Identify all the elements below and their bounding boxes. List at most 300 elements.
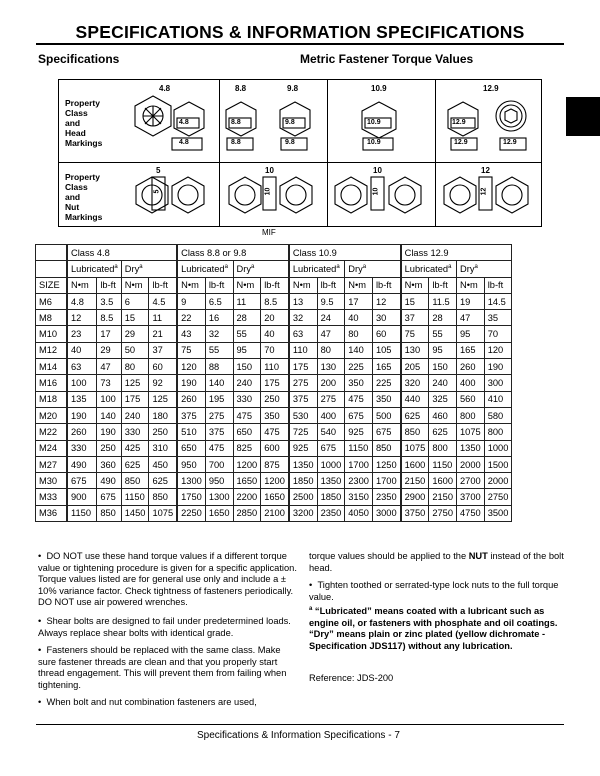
lbft-header: lb-ft [429, 277, 457, 293]
torque-cell: 825 [233, 440, 261, 456]
torque-cell: 140 [205, 375, 233, 391]
torque-cell: 175 [261, 375, 289, 391]
torque-cell: 310 [149, 440, 177, 456]
nm-header: N•m [457, 277, 485, 293]
grade-label: 4.8 [159, 84, 171, 93]
torque-cell: 2000 [457, 456, 485, 472]
torque-cell: 475 [261, 424, 289, 440]
table-row [36, 489, 512, 505]
torque-cell: 3200 [289, 505, 317, 521]
note-replace-fasteners: • Fasteners should be replaced with the same class. Make sure fastener threads are clean and that you properly start thread engagement. This will prevent them from failing when tightening. [38, 645, 287, 690]
torque-cell: 625 [121, 456, 149, 472]
torque-cell: 1075 [457, 424, 485, 440]
torque-cell: 850 [401, 424, 429, 440]
table-row [36, 359, 512, 375]
torque-cell: 275 [205, 407, 233, 423]
nut-icon [444, 177, 476, 213]
torque-cell: 400 [317, 407, 345, 423]
torque-cell: 8.5 [97, 310, 121, 326]
torque-cell: 29 [97, 342, 121, 358]
torque-cell: 1300 [205, 489, 233, 505]
size-cell: M8 [36, 310, 68, 326]
torque-cell: 105 [372, 342, 400, 358]
torque-cell: 80 [121, 359, 149, 375]
torque-cell: 1075 [401, 440, 429, 456]
torque-cell: 43 [177, 326, 205, 342]
nut-icon [280, 177, 312, 213]
torque-cell: 95 [429, 342, 457, 358]
torque-cell: 1150 [67, 505, 97, 521]
torque-cell: 1650 [233, 473, 261, 489]
torque-cell: 1650 [261, 489, 289, 505]
table-row [36, 326, 512, 342]
head-mark: 8.8 [231, 119, 241, 126]
torque-cell: 1700 [345, 456, 373, 472]
torque-cell: 195 [205, 391, 233, 407]
torque-cell: 800 [429, 440, 457, 456]
side-mark: 10.9 [367, 139, 381, 146]
nut-grade-label: 5 [156, 166, 161, 175]
size-cell: M18 [36, 391, 68, 407]
torque-cell: 175 [121, 391, 149, 407]
torque-cell: 3750 [401, 505, 429, 521]
torque-cell: 460 [429, 407, 457, 423]
torque-cell: 63 [289, 326, 317, 342]
size-cell: M6 [36, 293, 68, 309]
torque-cell: 165 [457, 342, 485, 358]
fastener-markings-figure [58, 79, 542, 227]
torque-cell: 150 [233, 359, 261, 375]
torque-cell: 165 [372, 359, 400, 375]
torque-cell: 1200 [233, 456, 261, 472]
torque-cell: 260 [67, 424, 97, 440]
torque-cell: 240 [233, 375, 261, 391]
torque-cell: 140 [345, 342, 373, 358]
lbft-header: lb-ft [205, 277, 233, 293]
grade-label: 12.9 [483, 84, 499, 93]
torque-cell: 23 [67, 326, 97, 342]
side-mark: 4.8 [179, 139, 189, 146]
nm-header: N•m [121, 277, 149, 293]
torque-cell: 4.5 [149, 293, 177, 309]
nut-grade-label: 12 [481, 166, 490, 175]
torque-cell: 15 [121, 310, 149, 326]
torque-cell: 700 [205, 456, 233, 472]
torque-cell: 1700 [372, 473, 400, 489]
torque-cell: 120 [484, 342, 512, 358]
unit-header-row [36, 277, 512, 293]
torque-cell: 1500 [484, 456, 512, 472]
size-cell: M16 [36, 375, 68, 391]
torque-table [35, 244, 512, 522]
torque-cell: 28 [429, 310, 457, 326]
lbft-header: lb-ft [261, 277, 289, 293]
torque-cell: 490 [67, 456, 97, 472]
nut-mark: 10 [264, 187, 272, 196]
torque-cell: 16 [205, 310, 233, 326]
table-row [36, 391, 512, 407]
table-row [36, 440, 512, 456]
section-tab-marker [566, 97, 600, 136]
torque-cell: 475 [233, 407, 261, 423]
torque-cell: 275 [317, 391, 345, 407]
torque-cell: 425 [121, 440, 149, 456]
torque-cell: 9 [177, 293, 205, 309]
side-mark: 12.9 [454, 139, 468, 146]
torque-cell: 80 [345, 326, 373, 342]
class-header: Class 4.8 [67, 245, 177, 261]
class-header: Class 12.9 [401, 245, 512, 261]
torque-cell: 63 [67, 359, 97, 375]
head-mark: 10.9 [367, 119, 381, 126]
torque-cell: 600 [261, 440, 289, 456]
torque-cell: 110 [289, 342, 317, 358]
torque-cell: 150 [429, 359, 457, 375]
torque-cell: 130 [317, 359, 345, 375]
table-row [36, 505, 512, 521]
torque-cell: 2700 [457, 473, 485, 489]
title-rule [36, 43, 564, 45]
class-header: Class 10.9 [289, 245, 401, 261]
torque-cell: 1850 [317, 489, 345, 505]
condition-header-row [36, 261, 512, 277]
torque-cell: 4750 [457, 505, 485, 521]
nm-header: N•m [233, 277, 261, 293]
torque-cell: 22 [177, 310, 205, 326]
torque-cell: 92 [149, 375, 177, 391]
lbft-header: lb-ft [372, 277, 400, 293]
torque-cell: 1150 [121, 489, 149, 505]
torque-cell: 2100 [261, 505, 289, 521]
torque-cell: 55 [233, 326, 261, 342]
torque-cell: 440 [401, 391, 429, 407]
size-cell: M30 [36, 473, 68, 489]
note-bolt-nut-combo: • When bolt and nut combination fasteners are used, [38, 697, 257, 707]
torque-cell: 13 [289, 293, 317, 309]
torque-cell: 410 [484, 391, 512, 407]
class-header: Class 8.8 or 9.8 [177, 245, 289, 261]
nut-markings-label: Property Class and Nut Markings [65, 172, 103, 222]
torque-cell: 2300 [345, 473, 373, 489]
note-nut-torque: torque values should be applied to the NUT instead of the bolt head. [309, 551, 564, 573]
torque-cell: 1075 [149, 505, 177, 521]
torque-cell: 40 [67, 342, 97, 358]
torque-cell: 11 [233, 293, 261, 309]
torque-cell: 190 [484, 359, 512, 375]
size-cell: M24 [36, 440, 68, 456]
torque-cell: 130 [401, 342, 429, 358]
torque-cell: 1600 [401, 456, 429, 472]
nut-mark: 12 [480, 187, 488, 196]
torque-cell: 55 [429, 326, 457, 342]
bolt-head-icon [135, 96, 171, 136]
torque-cell: 190 [67, 407, 97, 423]
torque-cell: 850 [121, 473, 149, 489]
torque-cell: 95 [233, 342, 261, 358]
torque-cell: 6 [121, 293, 149, 309]
torque-cell: 9.5 [317, 293, 345, 309]
torque-cell: 37 [149, 342, 177, 358]
torque-cell: 17 [97, 326, 121, 342]
torque-cell: 625 [429, 424, 457, 440]
torque-cell: 3500 [484, 505, 512, 521]
nut-icon [172, 177, 204, 213]
size-cell: M10 [36, 326, 68, 342]
torque-cell: 14.5 [484, 293, 512, 309]
torque-cell: 100 [97, 391, 121, 407]
torque-cell: 3.5 [97, 293, 121, 309]
torque-cell: 675 [345, 407, 373, 423]
size-cell: M36 [36, 505, 68, 521]
torque-cell: 350 [372, 391, 400, 407]
torque-cell: 650 [177, 440, 205, 456]
torque-cell: 250 [149, 424, 177, 440]
torque-cell: 50 [121, 342, 149, 358]
torque-cell: 925 [289, 440, 317, 456]
torque-cell: 850 [149, 489, 177, 505]
lubricated-header: Lubricated$^a$ [401, 261, 457, 277]
torque-cell: 40 [345, 310, 373, 326]
torque-cell: 29 [121, 326, 149, 342]
torque-cell: 375 [205, 424, 233, 440]
torque-cell: 800 [457, 407, 485, 423]
torque-cell: 70 [261, 342, 289, 358]
nut-icon [389, 177, 421, 213]
torque-cell: 1150 [429, 456, 457, 472]
table-row [36, 473, 512, 489]
torque-cell: 2150 [429, 489, 457, 505]
dry-header: Dry$^a$ [233, 261, 289, 277]
torque-cell: 35 [484, 310, 512, 326]
torque-cell: 95 [457, 326, 485, 342]
torque-cell: 400 [457, 375, 485, 391]
torque-cell: 2900 [401, 489, 429, 505]
torque-cell: 1600 [429, 473, 457, 489]
nut-mark: 5 [153, 189, 161, 194]
torque-cell: 40 [261, 326, 289, 342]
torque-cell: 88 [205, 359, 233, 375]
torque-cell: 47 [317, 326, 345, 342]
nut-grade-label: 10 [265, 166, 274, 175]
torque-cell: 200 [317, 375, 345, 391]
lbft-header: lb-ft [317, 277, 345, 293]
torque-cell: 120 [177, 359, 205, 375]
torque-cell: 675 [317, 440, 345, 456]
size-cell: M12 [36, 342, 68, 358]
torque-cell: 850 [97, 505, 121, 521]
torque-cell: 6.5 [205, 293, 233, 309]
torque-cell: 450 [149, 456, 177, 472]
nm-header: N•m [177, 277, 205, 293]
torque-cell: 1250 [372, 456, 400, 472]
size-cell: M22 [36, 424, 68, 440]
size-cell: M33 [36, 489, 68, 505]
grade-label: 8.8 [235, 84, 247, 93]
torque-cell: 1000 [484, 440, 512, 456]
torque-cell: 850 [372, 440, 400, 456]
head-mark: 4.8 [179, 119, 189, 126]
page-title: SPECIFICATIONS & INFORMATION SPECIFICATIONS [75, 22, 525, 42]
torque-cell: 675 [67, 473, 97, 489]
torque-cell: 560 [457, 391, 485, 407]
torque-cell: 510 [177, 424, 205, 440]
torque-cell: 2750 [429, 505, 457, 521]
torque-cell: 950 [205, 473, 233, 489]
nut-icon [335, 177, 367, 213]
table-row [36, 375, 512, 391]
torque-cell: 2350 [317, 505, 345, 521]
torque-cell: 4050 [345, 505, 373, 521]
torque-cell: 240 [429, 375, 457, 391]
note-hand-torque: • DO NOT use these hand torque values if a different torque value or tightening procedure is given for a specific application. Torque values listed are for general use only and include a ± 10% variance factor. Check tightness of fasteners periodically. DO NOT use air powered wrenches. [38, 551, 297, 608]
size-cell: M20 [36, 407, 68, 423]
nm-header: N•m [67, 277, 97, 293]
torque-cell: 900 [67, 489, 97, 505]
torque-cell: 1000 [317, 456, 345, 472]
torque-cell: 8.5 [261, 293, 289, 309]
section-heading: Specifications [38, 52, 120, 66]
torque-cell: 60 [149, 359, 177, 375]
nut-icon [496, 177, 528, 213]
torque-cell: 1650 [205, 505, 233, 521]
torque-cell: 875 [261, 456, 289, 472]
table-row [36, 342, 512, 358]
table-row [36, 456, 512, 472]
dry-header: Dry$^a$ [457, 261, 512, 277]
torque-cell: 24 [317, 310, 345, 326]
torque-cell: 580 [484, 407, 512, 423]
torque-cell: 21 [149, 326, 177, 342]
torque-cell: 12 [372, 293, 400, 309]
lbft-header: lb-ft [484, 277, 512, 293]
torque-cell: 100 [67, 375, 97, 391]
torque-cell: 28 [233, 310, 261, 326]
torque-cell: 205 [401, 359, 429, 375]
lbft-header: lb-ft [149, 277, 177, 293]
torque-cell: 725 [289, 424, 317, 440]
torque-cell: 330 [233, 391, 261, 407]
grade-label: 9.8 [287, 84, 299, 93]
torque-cell: 20 [261, 310, 289, 326]
torque-cell: 1300 [177, 473, 205, 489]
torque-cell: 110 [261, 359, 289, 375]
torque-cell: 37 [401, 310, 429, 326]
torque-cell: 2250 [177, 505, 205, 521]
torque-cell: 625 [149, 473, 177, 489]
grade-label: 10.9 [371, 84, 387, 93]
torque-cell: 2750 [484, 489, 512, 505]
torque-cell: 330 [67, 440, 97, 456]
torque-cell: 135 [67, 391, 97, 407]
side-mark: 8.8 [231, 139, 241, 146]
note-shear-bolts: • Shear bolts are designed to fail under predetermined loads. Always replace shear bolts with identical grade. [38, 616, 291, 638]
torque-cell: 1350 [317, 473, 345, 489]
torque-cell: 490 [97, 473, 121, 489]
torque-cell: 190 [177, 375, 205, 391]
nm-header: N•m [345, 277, 373, 293]
torque-cell: 530 [289, 407, 317, 423]
torque-cell: 11.5 [429, 293, 457, 309]
head-mark: 12.9 [503, 139, 517, 146]
table-row [36, 424, 512, 440]
torque-cell: 1350 [289, 456, 317, 472]
lubricated-header: Lubricated$^a$ [289, 261, 345, 277]
torque-cell: 1750 [177, 489, 205, 505]
torque-cell: 625 [401, 407, 429, 423]
nut-icon [229, 177, 261, 213]
head-mark: 9.8 [285, 119, 295, 126]
torque-cell: 15 [401, 293, 429, 309]
torque-cell: 275 [289, 375, 317, 391]
torque-cell: 350 [345, 375, 373, 391]
torque-cell: 30 [372, 310, 400, 326]
torque-cell: 800 [484, 424, 512, 440]
lubricated-header: Lubricated$^a$ [67, 261, 121, 277]
torque-cell: 540 [317, 424, 345, 440]
torque-cell: 325 [429, 391, 457, 407]
torque-cell: 55 [205, 342, 233, 358]
torque-cell: 73 [97, 375, 121, 391]
torque-cell: 675 [97, 489, 121, 505]
torque-cell: 3700 [457, 489, 485, 505]
class-header-row [36, 245, 512, 261]
torque-cell: 175 [289, 359, 317, 375]
lubricated-footnote: $^a$ “Lubricated” means coated with a lubricant such as engine oil, or fasteners with phosphate and oil coatings. “Dry” means plain or zinc plated (yellow dichromate - Specification JDS117) without any lubrication. [309, 605, 558, 651]
torque-cell: 47 [97, 359, 121, 375]
side-mark: 9.8 [285, 139, 295, 146]
torque-cell: 950 [177, 456, 205, 472]
nm-header: N•m [289, 277, 317, 293]
torque-cell: 47 [457, 310, 485, 326]
torque-cell: 2850 [233, 505, 261, 521]
torque-cell: 1150 [345, 440, 373, 456]
torque-cell: 4.8 [67, 293, 97, 309]
dry-header: Dry$^a$ [121, 261, 177, 277]
torque-cell: 350 [261, 407, 289, 423]
fastener-drawings [59, 80, 543, 228]
torque-cell: 320 [401, 375, 429, 391]
torque-cell: 650 [233, 424, 261, 440]
torque-cell: 3000 [372, 505, 400, 521]
torque-cell: 75 [401, 326, 429, 342]
torque-cell: 32 [205, 326, 233, 342]
dry-header: Dry$^a$ [345, 261, 401, 277]
torque-cell: 360 [97, 456, 121, 472]
torque-cell: 330 [121, 424, 149, 440]
torque-cell: 375 [177, 407, 205, 423]
torque-cell: 225 [345, 359, 373, 375]
footer-rule [36, 724, 564, 725]
torque-cell: 12 [67, 310, 97, 326]
size-cell: M27 [36, 456, 68, 472]
torque-cell: 475 [205, 440, 233, 456]
torque-cell: 70 [484, 326, 512, 342]
torque-cell: 300 [484, 375, 512, 391]
size-header: SIZE [36, 277, 68, 293]
torque-cell: 2200 [233, 489, 261, 505]
torque-cell: 190 [97, 424, 121, 440]
head-mark: 12.9 [452, 119, 466, 126]
torque-cell: 1850 [289, 473, 317, 489]
torque-cell: 250 [97, 440, 121, 456]
torque-cell: 32 [289, 310, 317, 326]
table-row [36, 293, 512, 309]
torque-cell: 260 [457, 359, 485, 375]
torque-cell: 250 [261, 391, 289, 407]
torque-cell: 2500 [289, 489, 317, 505]
torque-cell: 80 [317, 342, 345, 358]
torque-cell: 2150 [401, 473, 429, 489]
